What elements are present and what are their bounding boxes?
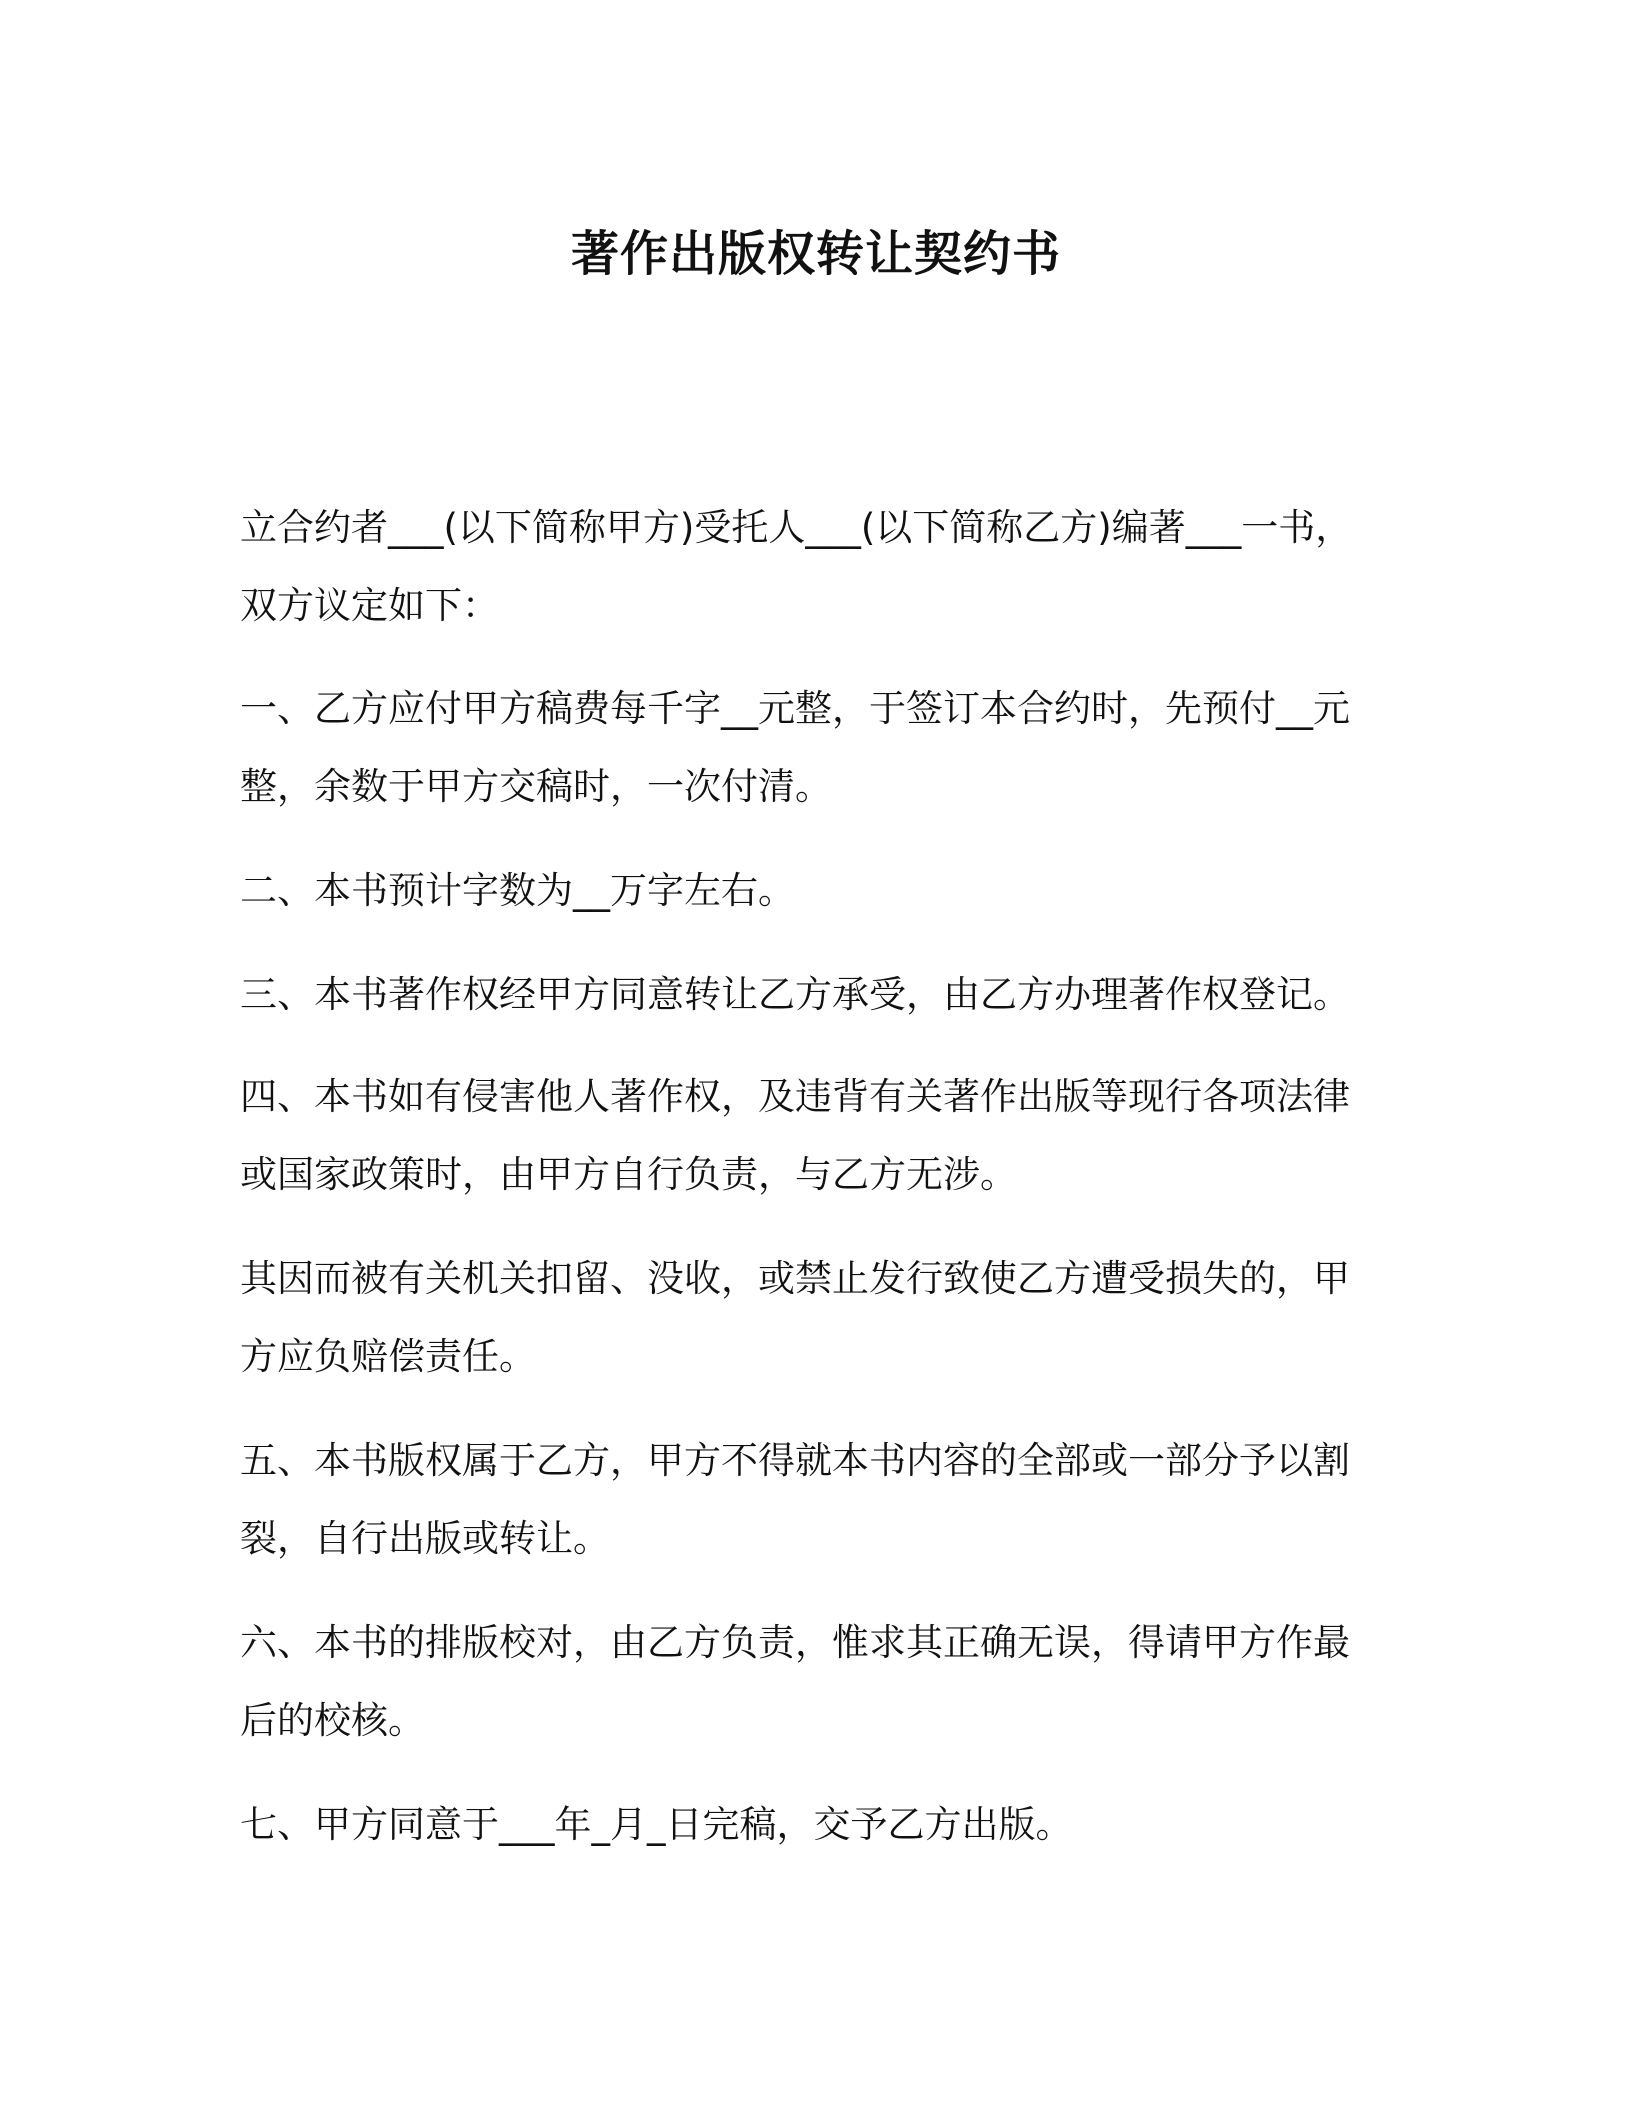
clause-4-continuation-paragraph: 其因而被有关机关扣留、没收，或禁止发行致使乙方遭受损失的，甲方应负赔偿责任。 xyxy=(240,1257,1350,1378)
clause-2-paragraph: 二、本书预计字数为__万字左右。 xyxy=(240,869,795,912)
clause-6-paragraph: 六、本书的排版校对，由乙方负责，惟求其正确无误，得请甲方作最后的校核。 xyxy=(240,1621,1350,1742)
clause-5-paragraph: 五、本书版权属于乙方，甲方不得就本书内容的全部或一部分予以割裂，自行出版或转让。 xyxy=(240,1439,1350,1560)
document-title: 著作出版权转让契约书 xyxy=(570,226,1061,282)
clause-4-paragraph: 四、本书如有侵害他人著作权，及违背有关著作出版等现行各项法律或国家政策时，由甲方自行负责，与乙方无涉。 xyxy=(240,1075,1350,1196)
preamble-paragraph: 立合约者___(以下简称甲方)受托人___(以下简称乙方)编著___一书，双方议定如下： xyxy=(240,506,1353,627)
clause-3-paragraph: 三、本书著作权经甲方同意转让乙方承受，由乙方办理著作权登记。 xyxy=(240,973,1350,1016)
clause-7-paragraph: 七、甲方同意于___年_月_日完稿，交予乙方出版。 xyxy=(240,1803,1073,1846)
clause-1-paragraph: 一、乙方应付甲方稿费每千字__元整，于签订本合约时，先预付__元整，余数于甲方交稿时，一次付清。 xyxy=(240,687,1350,808)
